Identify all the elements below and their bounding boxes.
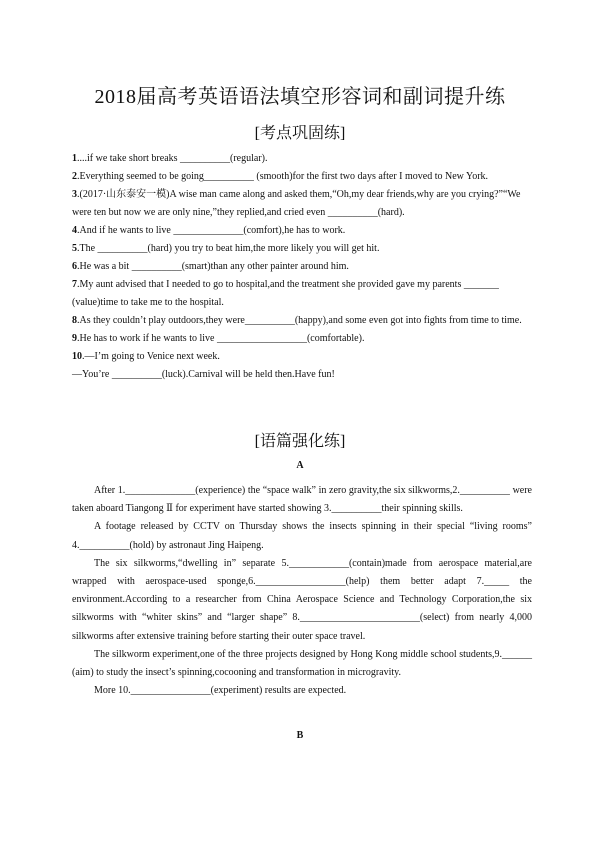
item-text: .(2017·山东泰安一模)A wise man came along and asked them,“Oh,my dear friends,why are you crying?”“We were ten but now we are only nine,”they replied,and cried even __________(hard). — [72, 189, 521, 218]
exercise-item — [72, 150, 532, 168]
item-number: 4 — [72, 225, 77, 236]
item-text: .He was a bit __________(smart)than any other painter around him. — [77, 261, 349, 272]
item-number: 7 — [72, 279, 77, 290]
exercise-item — [72, 312, 532, 330]
item-number: 3 — [72, 189, 77, 200]
exercise-item — [72, 186, 532, 222]
item-number: 1 — [72, 153, 77, 164]
passage-paragraph: A footage released by CCTV on Thursday shows the insects spinning in their special “living rooms” 4.__________(hold) by astronaut Jing Haipeng. — [72, 521, 532, 551]
part-label-a: A — [296, 460, 304, 471]
item-number: 8 — [72, 315, 77, 326]
exercise-item — [72, 258, 532, 276]
passage-a — [72, 482, 532, 700]
item-text: .The __________(hard) you try to beat him,the more likely you will get hit. — [77, 243, 380, 254]
exercise-item — [72, 222, 532, 240]
item-text: —You’re __________(luck).Carnival will be held then.Have fun! — [72, 369, 335, 380]
exercise-item — [72, 330, 532, 348]
item-number: 2 — [72, 171, 77, 182]
item-text: ....if we take short breaks __________(regular). — [77, 153, 268, 164]
item-text: .Everything seemed to be going__________ (smooth)for the first two days after I moved to New York. — [77, 171, 489, 182]
item-text: .My aunt advised that I needed to go to hospital,and the treatment she provided gave my parents _______ (value)time to take me to the hospital. — [72, 279, 499, 308]
section-heading-passage: [语篇强化练] — [254, 433, 346, 450]
exercise-item — [72, 240, 532, 258]
document-title: 2018届高考英语语法填空形容词和副词提升练 — [94, 86, 506, 108]
passage-paragraph: More 10.________________(experiment) results are expected. — [94, 685, 347, 697]
part-label-b: B — [296, 730, 304, 741]
item-number: 5 — [72, 243, 77, 254]
exercise-list — [72, 150, 532, 384]
exercise-item — [72, 276, 532, 312]
passage-paragraph: The six silkworms,“dwelling in” separate 5.____________(contain)made from aerospace material,are wrapped with aerospace-used sponge,6.__________________(help) them better adapt 7._____ the environment.According to a researcher from China Aerospace Science and Technology Corporation,the six silkworms with “whiter skins” and “larger shape” 8.________________________(select) from nearly 4,000 silkworms after extensive training before starting their outer space travel. — [72, 557, 532, 642]
item-text: .He has to work if he wants to live __________________(comfortable). — [77, 333, 365, 344]
item-text: .—I’m going to Venice next week. — [82, 351, 220, 362]
section-heading-consolidation: [考点巩固练] — [254, 125, 346, 142]
item-number: 9 — [72, 333, 77, 344]
passage-paragraph: After 1.______________(experience) the “space walk” in zero gravity,the six silkworms,2.__________ were taken aboard Tiangong Ⅱ for experiment have started showing 3.__________their spinning skills. — [72, 485, 532, 515]
exercise-item — [72, 348, 532, 366]
item-number: 6 — [72, 261, 77, 272]
item-text: .As they couldn’t play outdoors,they were__________(happy),and some even got into fights from time to time. — [77, 315, 522, 326]
item-number: 10 — [72, 351, 82, 362]
exercise-item — [72, 168, 532, 186]
exercise-item — [72, 366, 532, 384]
passage-paragraph: The silkworm experiment,one of the three projects designed by Hong Kong middle school students,9.______ (aim) to study the insect’s spinning,cocooning and transformation in microgravity. — [72, 648, 532, 679]
item-text: .And if he wants to live ______________(comfort),he has to work. — [77, 225, 346, 236]
